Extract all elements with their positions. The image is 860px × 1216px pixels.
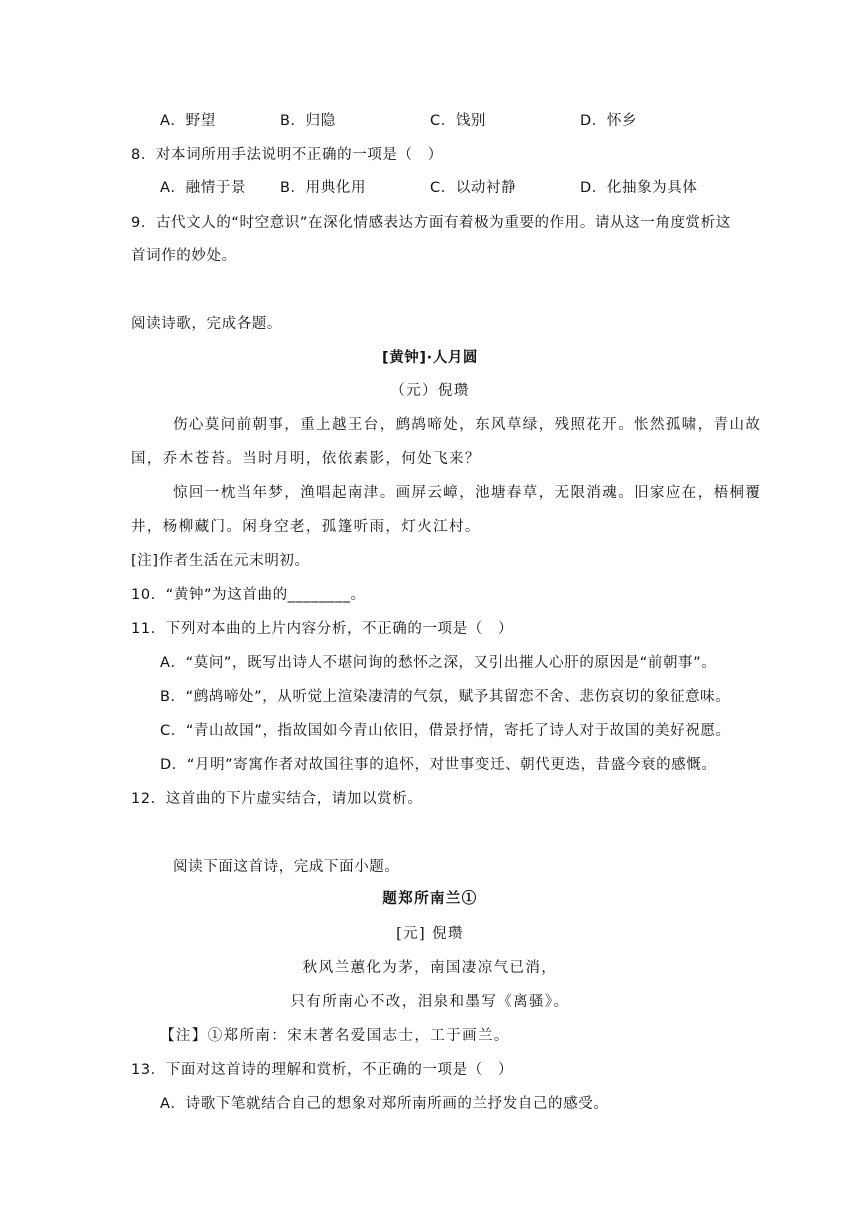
q12-stem: 12．这首曲的下片虚实结合，请加以赏析。 [131,791,423,807]
poem2-author: （元）倪瓒 [390,383,470,399]
q11-option-b[interactable]: B．“鹧鸪啼处”，从听觉上渲染凄清的气氛，赋予其留恋不舍、悲伤哀切的象征意味。 [160,689,731,705]
q11-option-a[interactable]: A．“莫问”，既写出诗人不堪问询的愁怀之深，又引出摧人心肝的原因是“前朝事”。 [160,655,717,671]
q8-option-b[interactable]: B．用典化用 [280,180,367,196]
q9-stem-line2: 首词作的妙处。 [131,248,237,264]
poem3-note: 【注】①郑所南：宋末著名爱国志士，工于画兰。 [160,1028,510,1044]
q8-stem: 8．对本词所用手法说明不正确的一项是（ ） [131,147,443,163]
q10-stem: 10．“黄钟”为这首曲的________。 [131,587,366,603]
poem2-title: [黄钟]·人月圆 [381,350,479,366]
poem2-p1-line2: 国，乔木苍苔。当时月明，依依素影，何处飞来？ [131,451,481,467]
q7-option-a[interactable]: A．野望 [160,113,216,129]
q11-option-c[interactable]: C．“青山故国”，指故国如今青山依旧，借景抒情，寄托了诗人对于故国的美好祝愿。 [160,723,731,739]
poem2-note: [注]作者生活在元末明初。 [131,553,310,569]
q7-option-b[interactable]: B．归隐 [280,113,336,129]
poem2-p1-line1: 伤心莫问前朝事，重上越王台，鹧鸪啼处，东风草绿，残照花开。怅然孤啸，青山故 [173,417,762,433]
q7-option-c[interactable]: C．饯别 [430,113,487,129]
poem3-verse1: 秋风兰蕙化为茅，南国凄凉气已消， [302,960,558,976]
q11-option-d[interactable]: D．“月明”寄寓作者对故国往事的追怀，对世事变迁、朝代更迭，昔盛今衰的感慨。 [160,757,717,773]
section3-intro: 阅读下面这首诗，完成下面小题。 [173,859,400,875]
poem3-verse2: 只有所南心不改，泪泉和墨写《离骚》。 [290,994,570,1010]
poem2-p2-line1: 惊回一枕当年梦，渔唱起南津。画屏云嶂，池塘春草，无限消魂。旧家应在，梧桐覆 [173,485,762,501]
q13-option-a[interactable]: A．诗歌下笔就结合自己的想象对郑所南所画的兰抒发自己的感受。 [160,1096,609,1112]
q8-option-d[interactable]: D．化抽象为具体 [580,180,698,196]
poem2-p2-line2: 井，杨柳藏门。闲身空老，孤篷听雨，灯火江村。 [131,519,481,535]
poem3-author: [元] 倪瓒 [396,926,464,942]
q7-option-d[interactable]: D．怀乡 [580,113,638,129]
q11-stem: 11．下列对本曲的上片内容分析，不正确的一项是（ ） [131,621,514,637]
q8-option-a[interactable]: A．融情于景 [160,180,247,196]
q9-stem-line1: 9．古代文人的“时空意识”在深化情感表达方面有着极为重要的作用。请从这一角度赏析这 [131,215,731,231]
poem3-title: 题郑所南兰① [382,890,478,907]
section2-intro: 阅读诗歌，完成各题。 [131,316,282,332]
q13-stem: 13．下面对这首诗的理解和赏析，不正确的一项是（ ） [131,1062,514,1078]
q8-option-c[interactable]: C．以动衬静 [430,180,517,196]
